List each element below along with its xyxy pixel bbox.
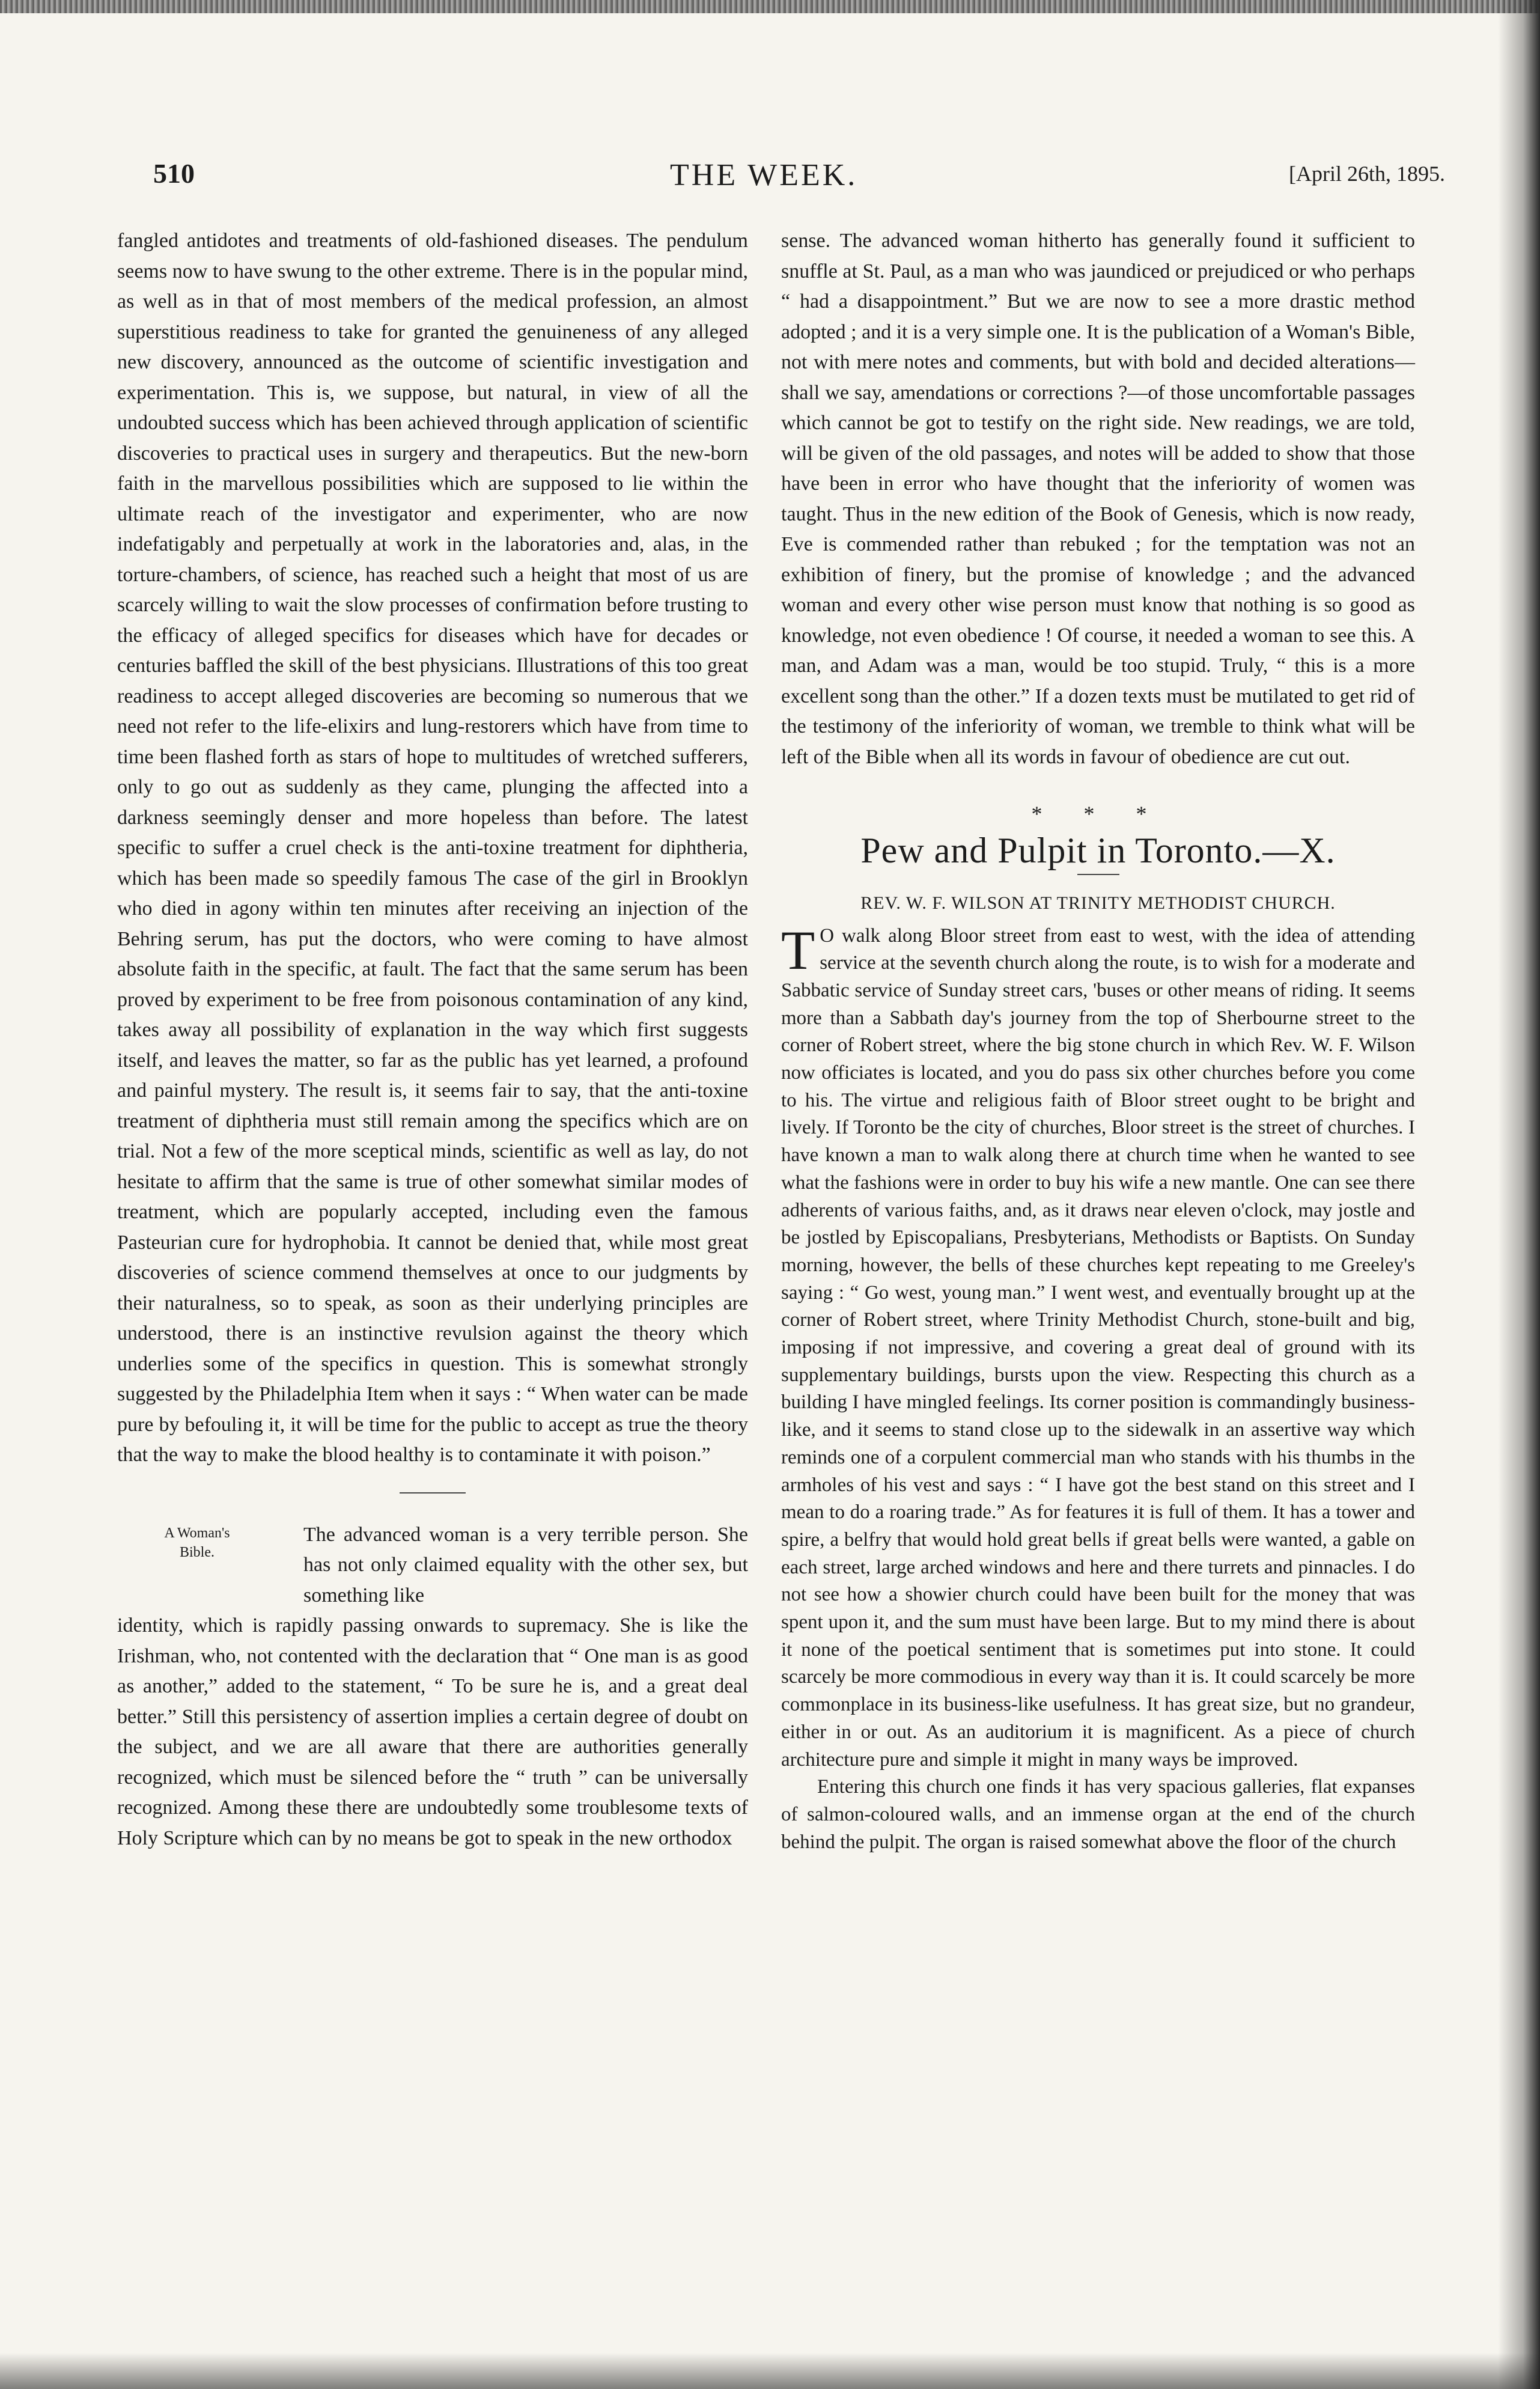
womans-bible-continuation: sense. The advanced woman hitherto has generally found it sufficient to snuffle at St. Paul, as a man who was jaundiced or prejudiced or who perhaps “ had a disappointment.” But we are now to see a more drastic method adopted ; and it is a very simple one. It is the publication of a Woman's Bible, not with mere notes and comments, but with bold and decided alterations—shall we say, amendations or corrections ?—of those uncomfortable passages which cannot be got to testify on the right side. New readings, we are told, will be given of the old passages, and notes will be added to show that those have been in error who have thought that the inferiority of women was taught. Thus in the new edition of the Book of Genesis, which is now ready, Eve is commended rather than rebuked ; for the temptation was not an exhibition of finery, but the promise of knowledge ; and the advanced woman and every other wise person must know that nothing is so good as knowledge, not even obedience ! Of course, it needed a woman to see this. A man, and Adam was a man, would be too stupid. Truly, “ this is a more excellent song than the other.” If a dozen texts must be mutilated to get rid of the testimony of the inferiority of woman, we tremble to think what will be left of the Bible when all its words in favour of obedience are cut out. [781,230,1415,768]
article-body [781,919,1415,1857]
issue-date: [April 26th, 1895. [1289,162,1445,186]
page-number: 510 [153,158,195,189]
article-paragraph-1 [781,919,1415,1774]
article-paragraph-2: Entering this church one finds it has very spacious galleries, flat expanses of salmon-coloured walls, and an immense organ at the end of the church behind the pulpit. The organ is raised somewhat above the floor of the church [781,1776,1415,1853]
article-byline: REV. W. F. WILSON AT TRINITY METHODIST CHURCH. [860,893,1336,913]
scan-top-edge [0,0,1540,13]
article-paragraph-1-text: O walk along Bloor street from east to west, with the idea of attending service at the seventh church along the route, is to wish for a moderate and Sabbatic service of Sunday street cars, 'buses or other means of riding. It seems more than a Sabbath day's journey from the top of Sherbourne street to the corner of Robert street, where the big stone church in which Rev. W. F. Wilson now officiates is located, and you do pass six other churches before you come to his. The virtue and religious faith of Bloor street ought to be bright and lively. If Toronto be the city of churches, Bloor street is the street of churches. I have known a man to walk along there at church time when he wanted to see what the fashions were in order to buy his wife a new mantle. One can see there adherents of various faiths, and, as it draws near eleven o'clock, may jostle and be jostled by Episcopalians, Presbyterians, Methodists or Baptists. On Sunday morning, however, the bells of these churches kept repeating to me Greeley's saying : “ Go west, young man.” I went west, and eventually brought up at the corner of Robert street, where Trinity Methodist Church, stone-built and big, imposing if not impressive, and covering a great deal of ground with its supplementary buildings, bursts upon the view. Respecting this church as a building I have mingled feelings. Its corner position is commandingly business-like, and it seems to stand close up to the sidewalk in an assertive way which reminds one of a corpulent commercial man who stands with his thumbs in the armholes of his vest and says : “ I have got the best stand on this street and I mean to do a roaring trade.” As for features it is full of them. It has a tower and spire, a belfry that would hold great bells if great bells were wanted, a gable on each street, large arched windows and here and there turrets and pinnacles. I do not see how a showier church could have been built for the money that was spent upon it, and the sum must have been large. But to my mind there is about it none of the poetical sentiment that is sometimes put into stone. It could scarcely be more commodious in every way than it is. It could scarcely be more commonplace in its business-like usefulness. It has great size, but no grandeur, either in or out. As an auditorium it is magnificent. As a piece of church architecture pure and simple it might in many ways be improved. [781,924,1415,1771]
page-header [153,157,1445,206]
sidenote-heading: A Woman's Bible. [164,1525,230,1560]
right-column [781,226,1415,1856]
drop-cap: T [781,919,815,981]
scan-right-edge [1498,0,1540,2389]
masthead-title: THE WEEK. [670,158,858,192]
article-title: Pew and Pulpit in Toronto.—X. [860,830,1336,870]
womans-bible-opening: The advanced woman is a very terrible person. She has not only claimed equality with the other sex, but something like [303,1523,748,1606]
title-rule [1077,874,1119,875]
asterism-divider: * * * [1031,802,1165,826]
section-divider [400,1492,466,1494]
womans-bible-paragraph: identity, which is rapidly passing onwards to supremacy. She is like the Irishman, who, not contented with the declaration that “ One man is as good as another,” added to the statement, “ To be sure he is, and a great deal better.” Still this persistency of assertion implies a certain degree of doubt on the subject, and we are all aware that there are authorities generally recognized, which must be silenced before the “ truth ” can be universally recognized. Among these there are undoubtedly some troublesome texts of Holy Scripture which can by no means be got to speak in the new orthodox [117,1614,748,1849]
left-column [117,226,748,1854]
scan-bottom-edge [0,2353,1540,2389]
editorial-paragraph-antitoxine: fangled antidotes and treatments of old-fashioned diseases. The pendulum seems now to have swung to the other extreme. There is in the popular mind, as well as in that of most members of the medical profession, an almost superstitious readiness to take for granted the genuineness of any alleged new discovery, announced as the outcome of scientific investigation and experimentation. This is, we suppose, but natural, in view of all the undoubted success which has been achieved through application of scientific discoveries to practical uses in surgery and therapeutics. But the new-born faith in the marvellous possibilities which are supposed to lie within the ultimate reach of the investigator and experimenter, who are now indefatigably and perpetually at work in the laboratories and, alas, in the torture-chambers, of science, has reached such a height that most of us are scarcely willing to wait the slow processes of confirmation before trusting to the efficacy of alleged specifics for diseases which have for decades or centuries baffled the skill of the best physicians. Illustrations of this too great readiness to accept alleged discoveries are becoming so numerous that we need not refer to the life-elixirs and lung-restorers which have from time to time been flashed forth as stars of hope to multitudes of wretched sufferers, only to go out as suddenly as they came, plunging the affected into a darkness seemingly denser and more hopeless than before. The latest specific to suffer a cruel check is the anti-toxine treatment for diphtheria, which has been made so speedily famous The case of the girl in Brooklyn who died in agony within ten minutes after receiving an injection of the Behring serum, has put the doctors, who were coming to have almost absolute faith in the specific, at fault. The fact that the same serum has been proved by experiment to be free from poisonous contamination of any kind, takes away all possibility of explanation in the way which first suggests itself, and leaves the matter, so far as the public has yet learned, a profound and painful mystery. The result is, it seems fair to say, that the anti-toxine treatment of diphtheria must still remain among the specifics which are on trial. Not a few of the more sceptical minds, scientific as well as lay, do not hesitate to affirm that the same is true of other somewhat similar modes of treatment, which are popularly accepted, including even the famous Pasteurian cure for hydrophobia. It cannot be denied that, while most great discoveries of science commend themselves at once to our judgments by their naturalness, so to speak, as soon as their underlying principles are understood, there is an instinctive revulsion against the theory which underlies some of the specifics in question. This is somewhat strongly suggested by the Philadelphia Item when it says : “ When water can be made pure by befouling it, it will be time for the public to accept as true the theory that the way to make the blood healthy is to contaminate it with poison.” [117,230,748,1466]
womans-bible-section [117,1520,748,1854]
